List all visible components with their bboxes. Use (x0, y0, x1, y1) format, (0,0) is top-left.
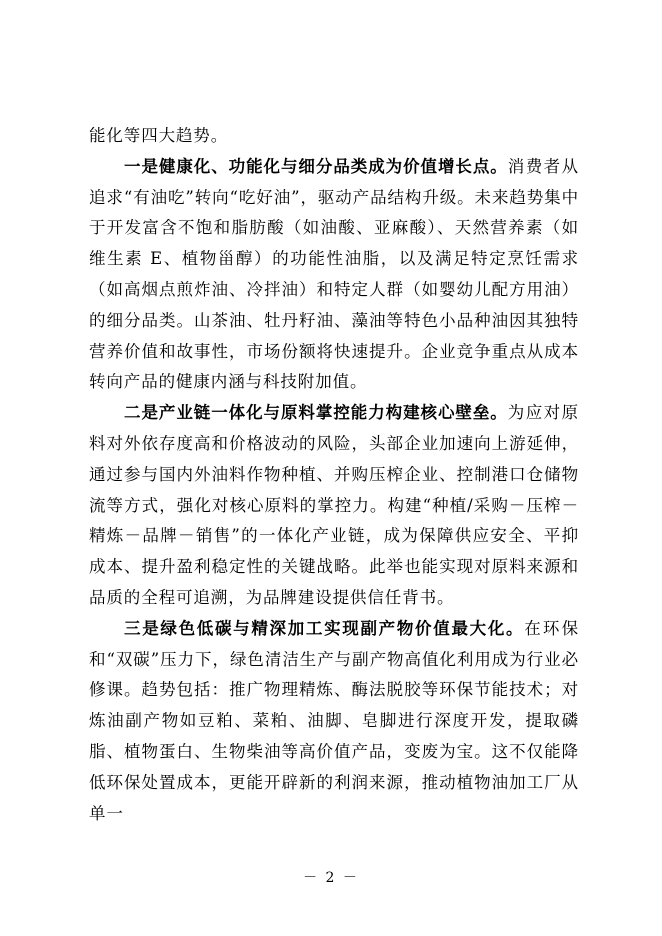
paragraph-lead: 一是健康化、功能化与细分品类成为价值增长点。 (124, 156, 508, 176)
paragraph-health-trend (89, 152, 579, 398)
document-body (89, 121, 579, 829)
paragraph-text: 能化等四大趋势。 (89, 126, 229, 145)
paragraph-continuation (89, 121, 579, 152)
page-number: － 2 － (303, 870, 359, 886)
paragraph-text: 在环保和“双碳”压力下，绿色清洁生产与副产物高值化利用成为行业必修课。趋势包括：推广物理精炼、酶法脱胶等环保节能技术；对炼油副产物如豆粕、菜粕、油脚、皂脚进行深度开发，提取磷脂、植物蛋白、生物柴油等高价值产品，变废为宝。这不仅能降低环保处置成本，更能开辟新的利润来源，推动植物油加工厂从单一 (89, 618, 579, 823)
paragraph-green-trend (89, 614, 579, 830)
paragraph-supply-chain-trend (89, 398, 579, 614)
paragraph-text: 消费者从追求“有油吃”转向“吃好油”，驱动产品结构升级。未来趋势集中于开发富含不饱和脂肪酸（如油酸、亚麻酸）、天然营养素（如维生素 E、植物甾醇）的功能性油脂，以及满足特定烹饪需求（如高烟点煎炸油、冷拌油）和特定人群（如婴幼儿配方用油）的细分品类。山茶油、牡丹籽油、藻油等特色小品种油因其独特营养价值和故事性，市场份额将快速提升。企业竞争重点从成本转向产品的健康内涵与科技附加值。 (89, 156, 579, 392)
paragraph-lead: 二是产业链一体化与原料掌控能力构建核心壁垒。 (124, 403, 508, 423)
paragraph-text: 为应对原料对外依存度高和价格波动的风险，头部企业加速向上游延伸，通过参与国内外油料作物种植、并购压榨企业、控制港口仓储物流等方式，强化对核心原料的掌控力。构建“种植/采购－压榨－精炼－品牌－销售”的一体化产业链，成为保障供应安全、平抑成本、提升盈利稳定性的关键战略。此举也能实现对原料来源和品质的全程可追溯，为品牌建设提供信任背书。 (89, 403, 579, 607)
paragraph-lead: 三是绿色低碳与精深加工实现副产物价值最大化。 (124, 618, 525, 638)
